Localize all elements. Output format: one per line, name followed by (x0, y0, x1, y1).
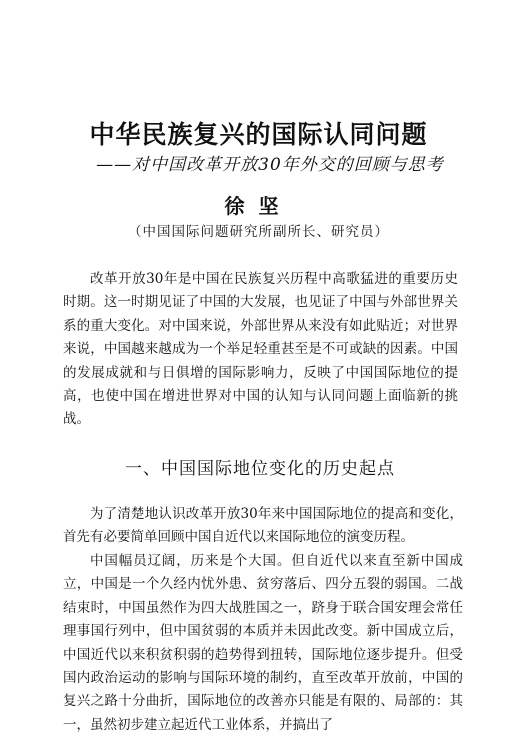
paper-title: 中华民族复兴的国际认同问题 (89, 120, 428, 149)
body-paragraph: 为了清楚地认识改革开放30年来中国国际地位的提高和变化，首先有必要简单回顾中国自近代以来国际地位的演变历程。 (63, 506, 463, 546)
section-heading: 一、中国国际地位变化的历史起点 (125, 459, 395, 479)
body-paragraph: 中国幅员辽阔，历来是个大国。但自近代以来直至新中国成立，中国是一个久经内忧外患、贫穷落后、四分五裂的弱国。二战结束时，中国虽然作为四大战胜国之一，跻身于联合国安理会常任理事国行列中，但中国贫弱的本质并未因此改变。新中国成立后，中国近代以来积贫积弱的趋势得到扭转，国际地位逐步提升。但受国内政治运动的影响与国际环境的制约，直至改革开放前，中国的复兴之路十分曲折，国际地位的改善亦只能是有限的、局部的：其一，虽然初步建立起近代工业体系，并搞出了 (63, 553, 463, 733)
author-affiliation: （中国国际问题研究所副所长、研究员） (128, 224, 389, 240)
abstract-paragraph: 改革开放30年是中国在民族复兴历程中高歌猛进的重要历史时期。这一时期见证了中国的大发展，也见证了中国与外部世界关系的重大变化。对中国来说，外部世界从来没有如此贴近；对世界来说，中国越来越成为一个举足轻重甚至是不可或缺的因素。中国的发展成就和与日俱增的国际影响力，反映了中国国际地位的提高，也使中国在增进世界对中国的认知与认同问题上面临新的挑战。 (63, 271, 458, 428)
author-name: 徐坚 (224, 194, 293, 218)
paper-subtitle: ——对中国改革开放30年外交的回顾与思考 (96, 155, 444, 175)
